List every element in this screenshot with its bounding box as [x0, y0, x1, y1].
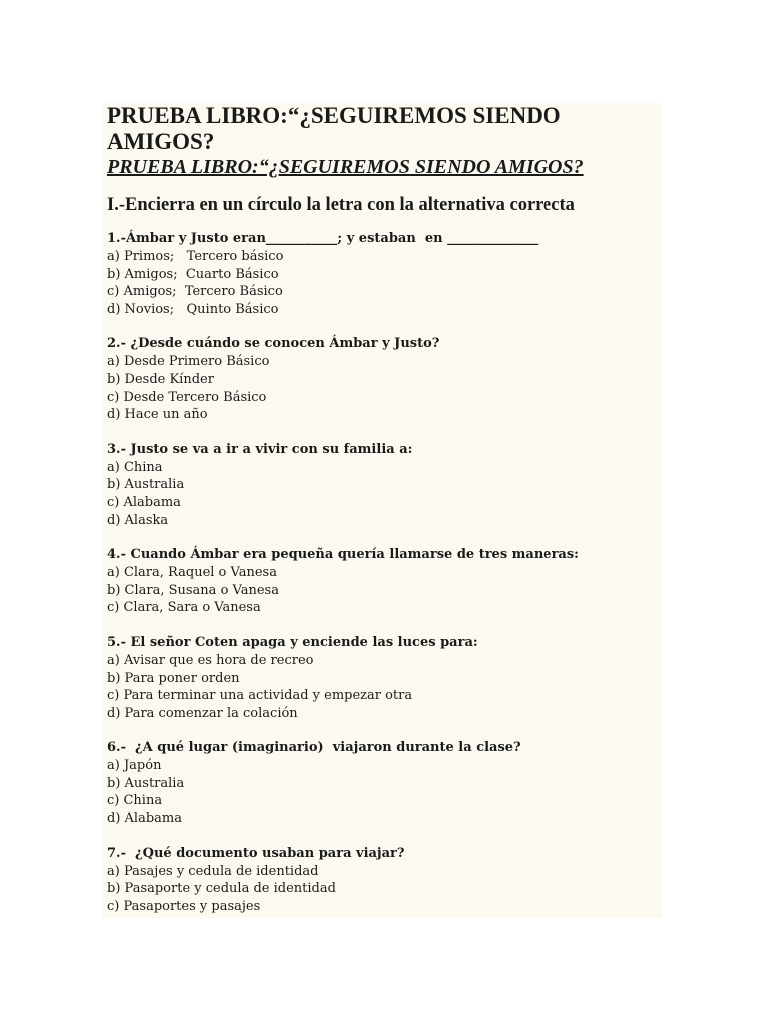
question-3 — [107, 441, 659, 529]
question-text: 3.- Justo se va a ir a vivir con su familia a: — [107, 441, 413, 457]
answer-option: a) Japón — [107, 758, 162, 774]
answer-option: b) Desde Kínder — [107, 371, 214, 387]
answer-option: b) Australia — [107, 775, 185, 791]
question-text: 1.-Ámbar y Justo eran___________; y estaban en ______________ — [107, 231, 539, 246]
answer-option: c) Desde Tercero Básico — [107, 389, 267, 405]
answer-option: a) Desde Primero Básico — [107, 354, 270, 370]
document-content — [107, 103, 659, 932]
answer-option: c) Alabama — [107, 494, 181, 510]
answer-option: b) Australia — [107, 477, 185, 493]
answer-option: c) Para terminar una actividad y empezar otra — [107, 688, 413, 704]
question-list — [107, 230, 659, 915]
question-5 — [107, 634, 659, 722]
section-heading: I.-Encierra en un círculo la letra con la alternativa correcta — [107, 195, 575, 215]
answer-option: d) Hace un año — [107, 407, 208, 423]
answer-option: c) Clara, Sara o Vanesa — [107, 600, 261, 616]
answer-option: d) Alabama — [107, 811, 182, 827]
answer-option: a) Clara, Raquel o Vanesa — [107, 565, 277, 581]
question-text: 5.- El señor Coten apaga y enciende las luces para: — [107, 634, 478, 650]
answer-option: d) Alaska — [107, 512, 169, 528]
question-6 — [107, 739, 659, 827]
question-text: 4.- Cuando Ámbar era pequeña quería llamarse de tres maneras: — [107, 547, 579, 563]
question-text: 2.- ¿Desde cuándo se conocen Ámbar y Justo? — [107, 336, 440, 352]
answer-option: b) Pasaporte y cedula de identidad — [107, 881, 336, 897]
answer-option: a) Primos; Tercero básico — [107, 249, 284, 264]
document-title: PRUEBA LIBRO:“¿SEGUIREMOS SIENDO AMIGOS? — [107, 103, 561, 154]
answer-option: c) China — [107, 793, 163, 809]
answer-option: c) Pasaportes y pasajes — [107, 898, 261, 914]
question-text: 6.- ¿A qué lugar (imaginario) viajaron durante la clase? — [107, 740, 521, 756]
answer-option: a) China — [107, 459, 163, 475]
question-7 — [107, 845, 659, 916]
question-4 — [107, 546, 659, 617]
answer-option: b) Amigos; Cuarto Básico — [107, 266, 279, 282]
question-2 — [107, 335, 659, 423]
answer-option: d) Novios; Quinto Básico — [107, 301, 279, 317]
answer-option: a) Pasajes y cedula de identidad — [107, 863, 319, 879]
answer-option: d) Para comenzar la colación — [107, 705, 298, 721]
answer-option: a) Avisar que es hora de recreo — [107, 652, 314, 668]
answer-option: b) Clara, Susana o Vanesa — [107, 582, 279, 598]
document-subtitle: PRUEBA LIBRO:“¿SEGUIREMOS SIENDO AMIGOS? — [107, 156, 584, 178]
answer-option: b) Para poner orden — [107, 670, 240, 686]
answer-option: c) Amigos; Tercero Básico — [107, 284, 283, 300]
question-text: 7.- ¿Qué documento usaban para viajar? — [107, 845, 405, 861]
question-1 — [107, 230, 659, 318]
